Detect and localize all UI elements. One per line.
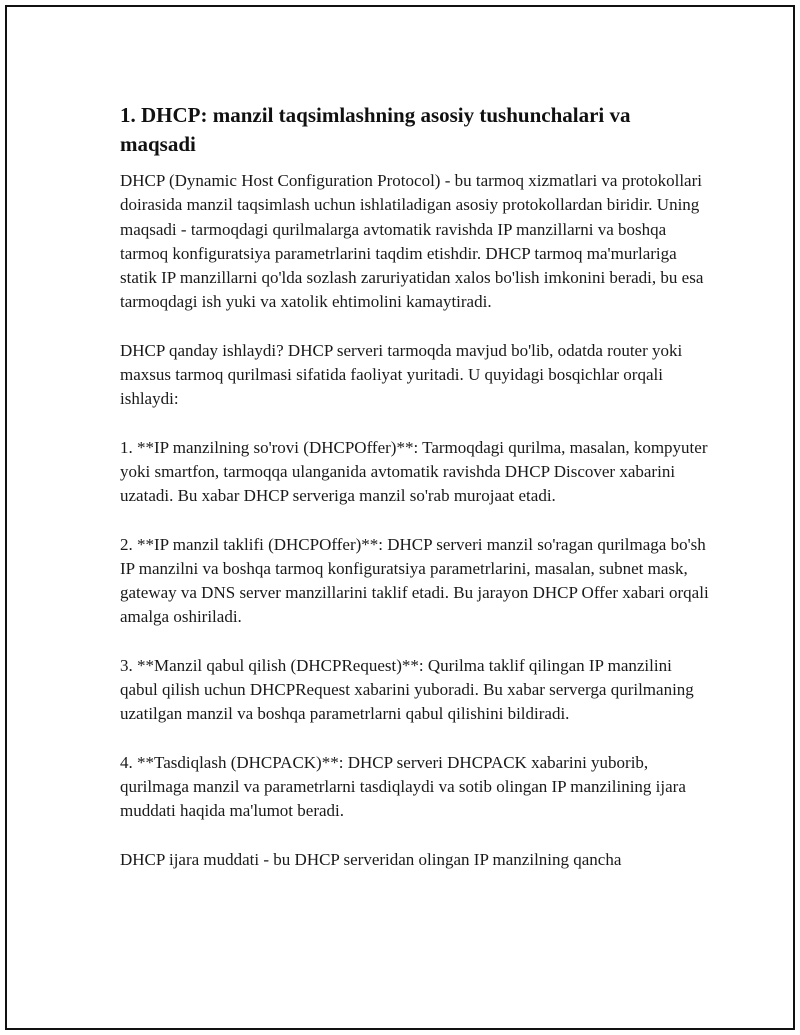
paragraph-how-it-works: DHCP qanday ishlaydi? DHCP serveri tarmoqda mavjud bo'lib, odatda router yoki maxsus tarmoq qurilmasi sifatida faoliyat yuritadi. U quyidagi bosqichlar orqali ishlaydi: bbox=[120, 340, 683, 409]
paragraph-lease: DHCP ijara muddati - bu DHCP serveridan olingan IP manzilning qancha bbox=[120, 849, 622, 869]
paragraph-intro: DHCP (Dynamic Host Configuration Protocol) - bu tarmoq xizmatlari va protokollari doirasida manzil taqsimlash uchun ishlatiladigan asosiy protokollardan biridir. Uning maqsadi - tarmoqdagi qurilmalarga avtomatik ravishda IP manzillarni va boshqa tarmoq konfiguratsiya parametrlarini taqdim etishdir. DHCP tarmoq ma'murlariga statik IP manzillarni qo'lda sozlash zaruriyatidan xalos bo'lish imkonini beradi, bu esa tarmoqdagi ish yuki va xatolik ehtimolini kamaytiradi. bbox=[120, 171, 704, 312]
paragraph-step-2: 2. **IP manzil taklifi (DHCPOffer)**: DHCP serveri manzil so'ragan qurilmaga bo'sh IP manzilni va boshqa tarmoq konfiguratsiya parametrlarini, masalan, subnet mask, gateway va DNS server manzillarini taklif etadi. Bu jarayon DHCP Offer xabari orqali amalga oshiriladi. bbox=[120, 534, 709, 627]
paragraph-step-3: 3. **Manzil qabul qilish (DHCPRequest)**: Qurilma taklif qilingan IP manzilini qabul qilish uchun DHCPRequest xabarini yuboradi. Bu xabar serverga qurilmaning uzatilgan manzil va boshqa parametrlarni qabul qilishini bildiradi. bbox=[120, 655, 694, 724]
paragraph-step-1: 1. **IP manzilning so'rovi (DHCPOffer)**: Tarmoqdagi qurilma, masalan, kompyuter yoki smartfon, tarmoqqa ulanganida avtomatik ravishda DHCP Discover xabarini uzatadi. Bu xabar DHCP serveriga manzil so'rab murojaat etadi. bbox=[120, 437, 708, 506]
page-frame bbox=[5, 5, 795, 1030]
document-body bbox=[120, 101, 710, 896]
paragraph-step-4: 4. **Tasdiqlash (DHCPACK)**: DHCP serveri DHCPACK xabarini yuborib, qurilmaga manzil va parametrlarni tasdiqlaydi va sotib olingan IP manzilining ijara muddati haqida ma'lumot beradi. bbox=[120, 752, 686, 821]
section-heading: 1. DHCP: manzil taqsimlashning asosiy tushunchalari va maqsadi bbox=[120, 103, 631, 156]
